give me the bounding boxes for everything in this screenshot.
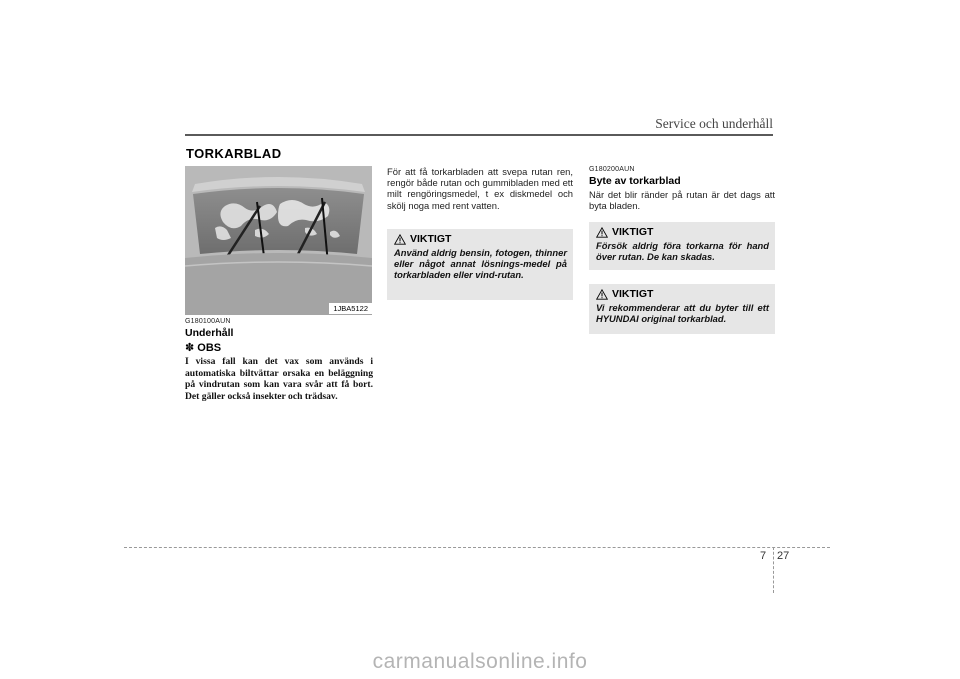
page-number-divider: [773, 547, 774, 593]
warning-body: Vi rekommenderar att du byter till ett HYUNDAI original torkarblad.: [596, 302, 769, 324]
main-heading: TORKARBLAD: [186, 146, 282, 161]
image-code: 1JBA5122: [329, 303, 372, 314]
watermark: carmanualsonline.info: [372, 650, 588, 673]
warning-box-cleaning: [387, 229, 573, 300]
warning-title: VIKTIGT: [612, 226, 654, 238]
warning-triangle-icon: [596, 227, 608, 238]
note-title: ✽ OBS: [185, 342, 222, 354]
subhead-replace: Byte av torkarblad: [589, 175, 681, 187]
warning-body: Använd aldrig bensin, fotogen, thinner eller något annat lösnings-medel på torkarbladen eller vind-rutan.: [394, 247, 567, 280]
replace-text: När det blir ränder på rutan är det dags att byta bladen.: [589, 189, 775, 212]
warning-box-original: [589, 284, 775, 334]
windshield-illustration: [185, 166, 372, 315]
warning-triangle-icon: [394, 234, 406, 245]
windshield-wiper-photo: [185, 166, 372, 315]
warning-triangle-icon: [596, 289, 608, 300]
chapter-number: 7: [760, 550, 767, 562]
cleaning-text: För att få torkarbladen att svepa rutan ren, rengör både rutan och gummibladen med ett milt rengöringsmedel, t ex diskmedel och skölj noga med rent vatten.: [387, 166, 573, 211]
warning-title: VIKTIGT: [410, 233, 452, 245]
note-body: I vissa fall kan det vax som används i automatiska biltvättar orsaka en beläggning på vindrutan som kan vara svår att få bort. Det gäller också insekter och trädsav.: [185, 356, 373, 402]
subhead-maintenance: Underhåll: [185, 327, 234, 339]
section-title: Service och underhåll: [655, 116, 773, 131]
warning-title: VIKTIGT: [612, 288, 654, 300]
header-rule: [185, 134, 773, 136]
warning-body: Försök aldrig föra torkarna för hand över rutan. De kan skadas.: [596, 240, 769, 262]
section-code-replace: G180200AUN: [589, 166, 635, 173]
warning-box-hand: [589, 222, 775, 270]
page-number: 27: [777, 550, 790, 562]
footer-rule: [124, 547, 830, 548]
section-code: G180100AUN: [185, 318, 231, 325]
